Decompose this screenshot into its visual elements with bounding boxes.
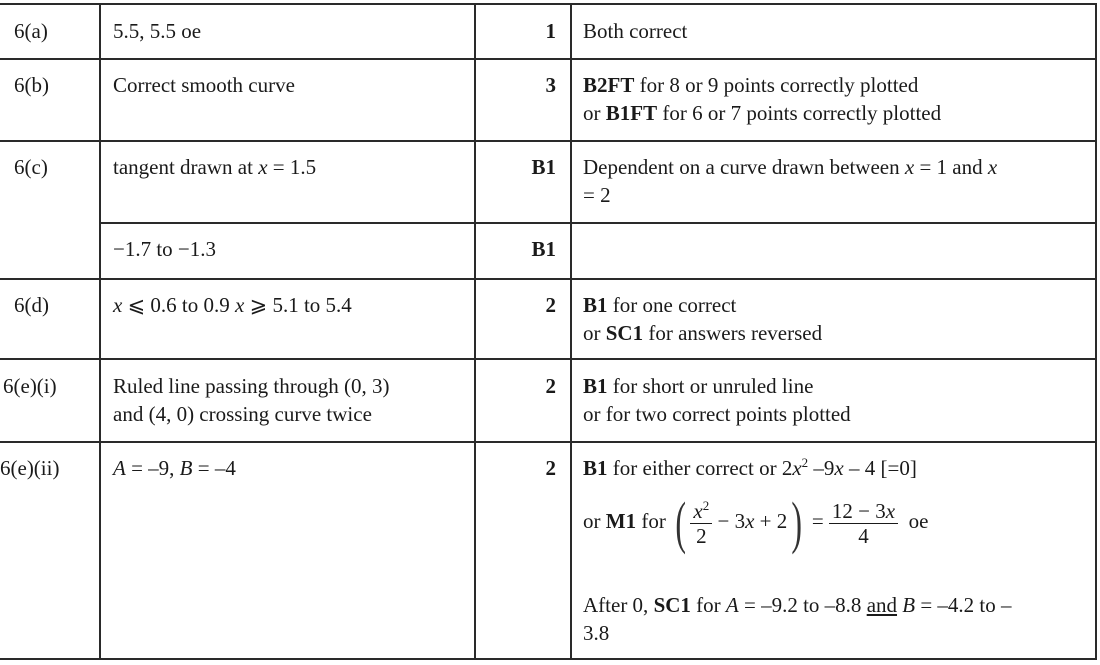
guidance-text: B1 for short or unruled line or for two correct points plotted bbox=[583, 374, 851, 426]
left-paren: ( bbox=[675, 490, 687, 556]
answer-text: tangent drawn at x = 1.5 bbox=[113, 155, 317, 179]
marks-value: 1 bbox=[545, 19, 556, 43]
mark-scheme-table bbox=[0, 3, 1097, 660]
right-paren: ) bbox=[791, 490, 803, 556]
fraction: $\frac{12 - 3x}{4}$ bbox=[829, 499, 898, 548]
answer-text: −1.7 to −1.3 bbox=[113, 237, 217, 261]
question-label: 6(b) bbox=[14, 73, 49, 97]
table-border-bottom bbox=[0, 658, 1097, 660]
fraction: $\frac{x^2}{2}$ bbox=[690, 499, 712, 548]
marks-value: 2 bbox=[545, 293, 556, 317]
answer-text: 5.5, 5.5 oe bbox=[113, 19, 202, 43]
mark-code: SC1 bbox=[653, 593, 691, 617]
mark-code: B1 bbox=[583, 456, 608, 480]
question-label: 6(d) bbox=[14, 293, 49, 317]
marks-value: 2 bbox=[545, 456, 556, 480]
guidance-text: B1 for one correct or SC1 for answers reversed bbox=[583, 293, 823, 345]
question-label: 6(a) bbox=[14, 19, 48, 43]
question-label: 6(c) bbox=[14, 155, 48, 179]
marks-value: 2 bbox=[545, 374, 556, 398]
guidance-special-case: After 0, SC1 for A = –9.2 to –8.8 and B = –4.2 to – 3.8 bbox=[583, 593, 1012, 645]
mark-code: B1 bbox=[583, 293, 608, 317]
row-divider bbox=[0, 441, 1097, 443]
mark-code: SC1 bbox=[605, 321, 644, 345]
answer-text: Ruled line passing through (0, 3) and (4, 0) crossing curve twice bbox=[113, 374, 390, 426]
column-divider bbox=[99, 3, 101, 660]
table-border-right bbox=[1095, 3, 1097, 660]
row-divider bbox=[0, 358, 1097, 360]
row-divider bbox=[0, 58, 1097, 60]
question-label: 6(e)(ii) bbox=[0, 456, 60, 480]
row-divider bbox=[100, 222, 1097, 224]
guidance-text: Dependent on a curve drawn between x = 1 and x = 2 bbox=[583, 155, 998, 207]
mark-code: B2FT bbox=[583, 73, 635, 97]
guidance-line-1: B1 for either correct or $2x^2$ –9x – 4 [=0] bbox=[583, 455, 917, 480]
question-label: 6(e)(i) bbox=[3, 374, 57, 398]
marks-value: 3 bbox=[545, 73, 556, 97]
mark-code: B1 bbox=[583, 374, 608, 398]
row-divider bbox=[0, 278, 1097, 280]
row-divider bbox=[0, 140, 1097, 142]
answer-text: Correct smooth curve bbox=[113, 73, 295, 97]
guidance-formula: or M1 for ( $\frac{x^2}{2}$ − 3x + 2) = $\frac{12 - 3x}{4}$ oe bbox=[583, 490, 929, 556]
guidance-text: Both correct bbox=[583, 19, 688, 43]
answer-text: x ⩽ 0.6 to 0.9 x ⩾ 5.1 to 5.4 bbox=[113, 293, 352, 317]
marks-value: B1 bbox=[531, 237, 556, 261]
table-border-top bbox=[0, 3, 1097, 5]
guidance-text: B2FT for 8 or 9 points correctly plotted or B1FT for 6 or 7 points correctly plotted bbox=[583, 73, 942, 125]
marks-value: B1 bbox=[531, 155, 556, 179]
answer-text: A = –9, B = –4 bbox=[113, 456, 236, 480]
column-divider bbox=[570, 3, 572, 660]
mark-code: B1FT bbox=[605, 101, 658, 125]
mark-code: M1 bbox=[605, 509, 637, 533]
column-divider bbox=[474, 3, 476, 660]
